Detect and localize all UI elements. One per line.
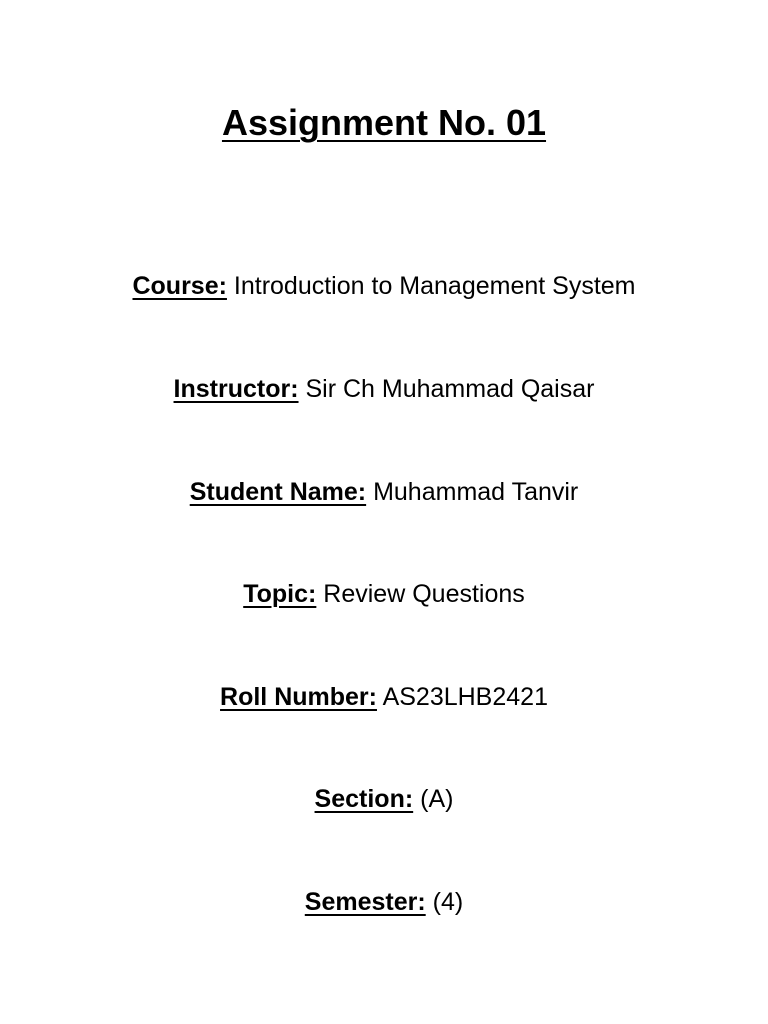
page-title xyxy=(0,98,768,148)
course-value: Introduction to Management System xyxy=(233,272,636,300)
section-value: (A) xyxy=(420,785,454,813)
topic-field xyxy=(0,576,768,612)
section-field xyxy=(0,781,768,817)
instructor-field xyxy=(0,371,768,407)
topic-value: Review Questions xyxy=(323,580,525,608)
roll-number-label: Roll Number: xyxy=(220,683,377,711)
roll-number-value: AS23LHB2421 xyxy=(382,683,548,711)
section-label: Section: xyxy=(314,785,414,813)
instructor-value: Sir Ch Muhammad Qaisar xyxy=(305,375,595,403)
course-field xyxy=(0,268,768,304)
semester-field xyxy=(0,884,768,920)
topic-label: Topic: xyxy=(243,580,317,608)
page-title-text: Assignment No. 01 xyxy=(221,102,547,143)
semester-value: (4) xyxy=(432,888,464,916)
instructor-label: Instructor: xyxy=(173,375,299,403)
student-name-label: Student Name: xyxy=(189,478,367,506)
course-label: Course: xyxy=(132,272,227,300)
semester-label: Semester: xyxy=(304,888,426,916)
student-name-field xyxy=(0,474,768,510)
roll-number-field xyxy=(0,679,768,715)
student-name-value: Muhammad Tanvir xyxy=(373,478,579,506)
